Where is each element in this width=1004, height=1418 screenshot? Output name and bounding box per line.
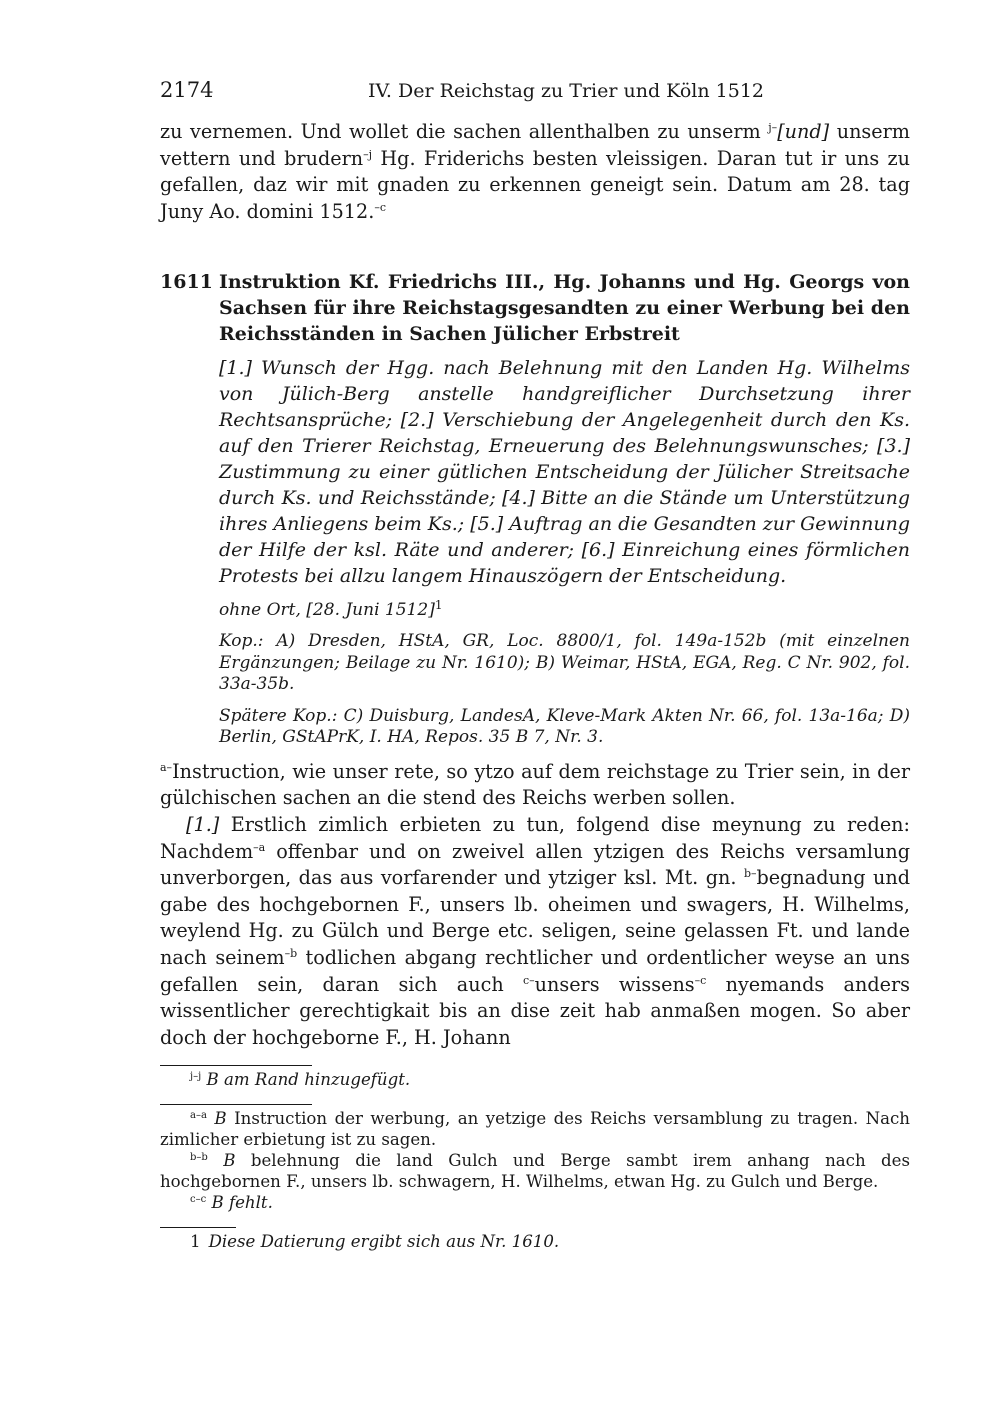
footnote-rule — [160, 1065, 312, 1066]
note-mark: –b — [284, 947, 298, 961]
footnote-mark: c–c — [190, 1194, 207, 1206]
footnote-rule — [160, 1227, 236, 1228]
footnote-number: 1 — [190, 1232, 201, 1252]
source-copies: Kop.: A) Dresden, HStA, GR, Loc. 8800/1, fol. 149a-152b (mit einzelnen Ergänzungen; Beilage zu Nr. 1610); B) Weimar, HStA, EGA, Reg. C Nr. 902, fol. 33a-35b. — [219, 631, 910, 695]
footnote-mark: j–j — [190, 1071, 202, 1083]
document-number: 1611 — [160, 271, 213, 294]
footnote-ref[interactable]: 1 — [434, 598, 443, 613]
section-label: [1.] — [186, 813, 220, 837]
footnote-rule — [160, 1104, 312, 1105]
document-entry — [160, 269, 910, 749]
note-mark: –a — [253, 840, 266, 854]
footnotes-numbered — [160, 1227, 910, 1252]
document-title: Instruktion Kf. Friedrichs III., Hg. Johanns und Hg. Georgs von Sachsen für ihre Reichstagsgesandten zu einer Werbung bei den Reichsständen in Sachen Jülicher Erbstreit — [219, 271, 910, 346]
section-1: [1.] Erstlich zimlich erbieten zu tun, folgend dise meynung zu reden: Nachdem$^{-a}$ offenbar und on zweivel allen ytzigen des Reichs versamlung unverborgen, das aus vorfarender und ytziger ksl. Mt. gn. $^{b-}$begnadung und gabe des hochgebornen F., unsers lb. oheimen und swagers, H. Wilhelms, weylend Hg. zu Gülch und Berge etc. seligen, seine gelassen Ft. und lande nach seinem$^{-b}$ todlichen abgang rechtlicher und ordentlicher weyse an uns gefallen sein, daran sich auch $^{c-}$unsers wissens$^{-c}$ nyemands anders wissentlicher gerechtigkait bis an dise zeit hab anmaßen mogen. So aber doch der hochgeborne F., H. Johann — [160, 813, 910, 1049]
instruction-heading: $^{a-}$Instruction, wie unser rete, so ytzo auf dem reichstage zu Trier sein, in der gülchischen sachen an die stend des Reichs werben sollen. — [160, 759, 910, 810]
page — [160, 78, 910, 1252]
letter-continuation: zu vernemen. Und wollet die sachen allenthalben zu unserm $^{j-}$[und] unserm vettern und brudern$^{-j}$ Hg. Friderichs besten vleissigen. Daran tut ir uns zu gefallen, daz wir mit gnaden zu erkennen geneigt sein. Datum am 28. tag Juny Ao. domini 1512.$^{-c}$ — [160, 120, 910, 223]
footnote-a: $^{a-a}$ B Instruction der werbung, an yetzige des Reichs versamblung zu tragen. Nach zimlicher erbietung ist zu sagen. — [160, 1109, 910, 1150]
note-mark: a– — [160, 760, 173, 774]
footnote: $^{j-j}$ B am Rand hinzugefügt. — [190, 1070, 411, 1090]
document-dating: ohne Ort, [28. Juni 1512]$^1$ — [219, 598, 443, 621]
note-mark: –c — [694, 973, 707, 987]
footnote-mark: b–b — [190, 1152, 208, 1164]
document-regest: [1.] Wunsch der Hgg. nach Belehnung mit den Landen Hg. Wilhelms von Jülich-Berg anstelle handgreiflicher Durchsetzung ihrer Rechtsansprüche; [2.] Verschiebung der Angelegenheit durch den Ks. auf den Trierer Reichstag, Erneuerung des Belehnungswunsches; [3.] Zustimmung zu einer gütlichen Entscheidung der Jülicher Streitsache durch Ks. und Reichsstände; [4.] Bitte an die Stände um Unterstützung ihres Anliegens beim Ks.; [5.] Auftrag an die Gesandten zur Gewinnung der Hilfe der ksl. Räte und anderer; [6.] Einreichung eines förmlichen Protests bei allzu langem Hinauszögern der Entscheidung. — [219, 357, 910, 588]
note-mark: b– — [743, 867, 757, 881]
footnotes-abc — [160, 1104, 910, 1213]
footnote-1: 1 Diese Datierung ergibt sich aus Nr. 1610. — [190, 1232, 560, 1252]
footnotes-j — [160, 1065, 910, 1090]
page-number: 2174 — [160, 78, 214, 102]
footnote-b: $^{b-b}$ B belehnung die land Gulch und Berge sambt irem anhang nach des hochgebornen F., unsers lb. schwagern, H. Wilhelms, etwan Hg. zu Gulch und Berge. — [160, 1151, 910, 1192]
note-mark: –j — [363, 147, 373, 161]
running-header — [160, 78, 910, 108]
footnote-c: $^{c-c}$ B fehlt. — [190, 1193, 273, 1213]
note-mark: –c — [374, 200, 386, 214]
source-later-copies: Spätere Kop.: C) Duisburg, LandesA, Kleve-Mark Akten Nr. 66, fol. 13a-16a; D) Berlin, GStAPrK, I. HA, Repos. 35 B 7, Nr. 3. — [219, 705, 910, 748]
note-mark: c– — [522, 973, 535, 987]
footnote-mark: a–a — [190, 1110, 207, 1122]
running-title: IV. Der Reichstag zu Trier und Köln 1512 — [368, 80, 764, 102]
note-mark: j– — [768, 121, 778, 134]
main-text — [160, 759, 910, 1052]
